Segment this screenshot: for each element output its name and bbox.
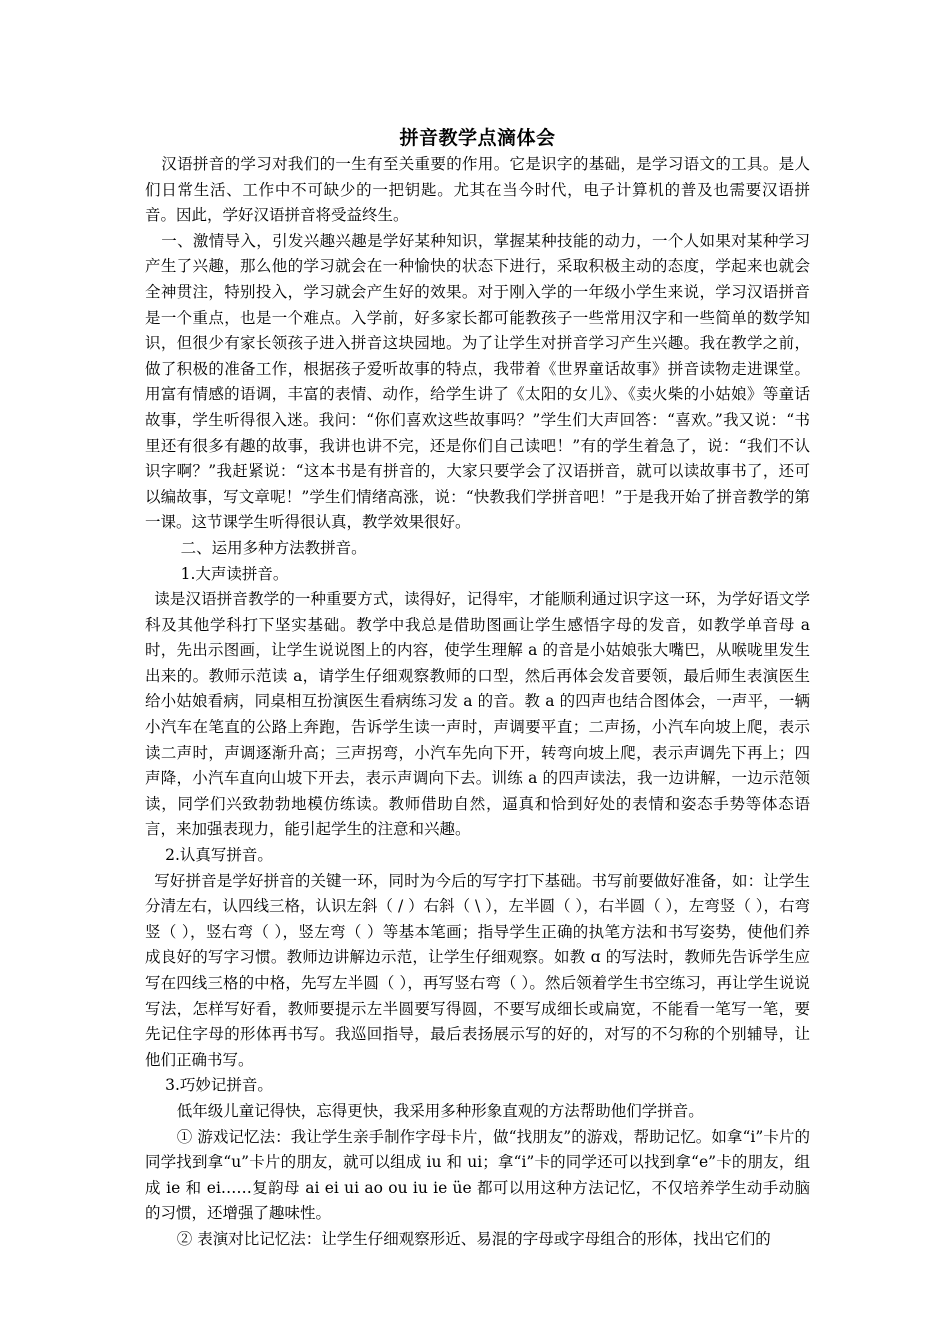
paragraph-intro: 汉语拼音的学习对我们的一生有至关重要的作用。它是识字的基础，是学习语文的工具。是人们日常生活、工作中不可缺少的一把钥匙。尤其在当今时代，电子计算机的普及也需要汉语拼音。因此，学好汉语拼音将受益终生。	[145, 155, 810, 225]
paragraph-game-method: ① 游戏记忆法：我让学生亲手制作字母卡片，做“找朋友”的游戏，帮助记忆。如拿“i”卡片的同学找到拿“u”卡片的朋友，就可以组成 iu 和 ui；拿“i”卡的同学还可以找到拿“e”卡的朋友，组成 ie 和 ei……复韵母 ai ei ui ao ou iu ie üe 都可以用这种方法记忆，不仅培养学生动手动脑的习惯，还增强了趣味性。	[145, 1127, 810, 1223]
paragraph-section-2-heading: 二、运用多种方法教拼音。	[180, 538, 367, 557]
paragraph-subheading-memorize: 3.巧妙记拼音。	[165, 1076, 273, 1095]
paragraph-subheading-write: 2.认真写拼音。	[165, 846, 273, 865]
paragraph-subheading-read: 1.大声读拼音。	[180, 564, 289, 583]
paragraph-section-1: 一、激情导入，引发兴趣兴趣是学好某种知识，掌握某种技能的动力，一个人如果对某种学习产生了兴趣，那么他的学习就会在一种愉快的状态下进行，采取积极主动的态度，学起来也就会全神贯注，特别投入，学习就会产生好的效果。对于刚入学的一年级小学生来说，学习汉语拼音是一个重点，也是一个难点。入学前，好多家长都可能教孩子一些常用汉字和一些简单的数学知识，但很少有家长领孩子进入拼音这块园地。为了让学生对拼音学习产生兴趣。我在教学之前，做了积极的准备工作，根据孩子爱听故事的特点，我带着《世界童话故事》拼音读物走进课堂。用富有情感的语调，丰富的表情、动作，给学生讲了《太阳的女儿》、《卖火柴的小姑娘》等童话故事，学生听得很入迷。我问：“你们喜欢这些故事吗？”学生们大声回答：“喜欢。”我又说：“书里还有很多有趣的故事，我讲也讲不完，还是你们自己读吧！”有的学生着急了，说：“我们不认识字啊？”我赶紧说：“这本书是有拼音的，大家只要学会了汉语拼音，就可以读故事书了，还可以编故事，写文章呢！”学生们情绪高涨，说：“快教我们学拼音吧！”于是我开始了拼音教学的第一课。这节课学生听得很认真，教学效果很好。	[145, 231, 810, 532]
paragraph-read-body: 读是汉语拼音教学的一种重要方式，读得好，记得牢，才能顺利通过识字这一环，为学好语文学科及其他学科打下坚实基础。教学中我总是借助图画让学生感悟字母的发音，如教学单音母 a 时，先出示图画，让学生说说图上的内容，使学生理解 a 的音是小姑娘张大嘴巴，从喉咙里发生出来的。教师示范读 a，请学生仔细观察教师的口型，然后再体会发音要领，最后师生表演医生给小姑娘看病，同桌相互扮演医生看病练习发 a 的音。教 a 的四声也结合图体会，一声平，一辆小汽车在笔直的公路上奔跑，告诉学生读一声时，声调要平直；二声扬，小汽车向坡上爬，表示读二声时，声调逐渐升高；三声拐弯，小汽车先向下开，转弯向坡上爬，表示声调先下再上；四声降，小汽车直向山坡下开去，表示声调向下去。训练 a 的四声读法，我一边讲解，一边示范领读，同学们兴致勃勃地模仿练读。教师借助自然，逼真和恰到好处的表情和姿态手势等体态语言，来加强表现力，能引起学生的注意和兴趣。	[145, 590, 810, 839]
paragraph-contrast-method: ② 表演对比记忆法：让学生仔细观察形近、易混的字母或字母组合的形体，找出它们的	[176, 1229, 771, 1248]
document-title: 拼音教学点滴体会	[399, 127, 556, 149]
paragraph-memorize-intro: 低年级儿童记得快，忘得更快，我采用多种形象直观的方法帮助他们学拼音。	[176, 1101, 704, 1120]
document-body	[145, 124, 810, 1253]
paragraph-write-body: 写好拼音是学好拼音的关键一环，同时为今后的写字打下基础。书写前要做好准备，如：让学生分清左右，认四线三格，认识左斜（ / ）右斜（ \ ），左半圆（ ），右半圆（ ），左弯竖（ ），右弯竖（ ），竖右弯（ ），竖左弯（ ）等基本笔画；指导学生正确的执笔方法和书写姿势，使他们养成良好的写字习惯。教师边讲解边示范，让学生仔细观察。如教 ɑ 的写法时，教师先告诉学生应写在四线三格的中格，先写左半圆（ ），再写竖右弯（ ）。然后领着学生书空练习，再让学生说说写法，怎样写好看，教师要提示左半圆要写得圆，不要写成细长或扁宽，不能看一笔写一笔，要先记住字母的形体再书写。我巡回指导，最后表扬展示写的好的，对写的不匀称的个别辅导，让他们正确书写。	[145, 871, 810, 1069]
